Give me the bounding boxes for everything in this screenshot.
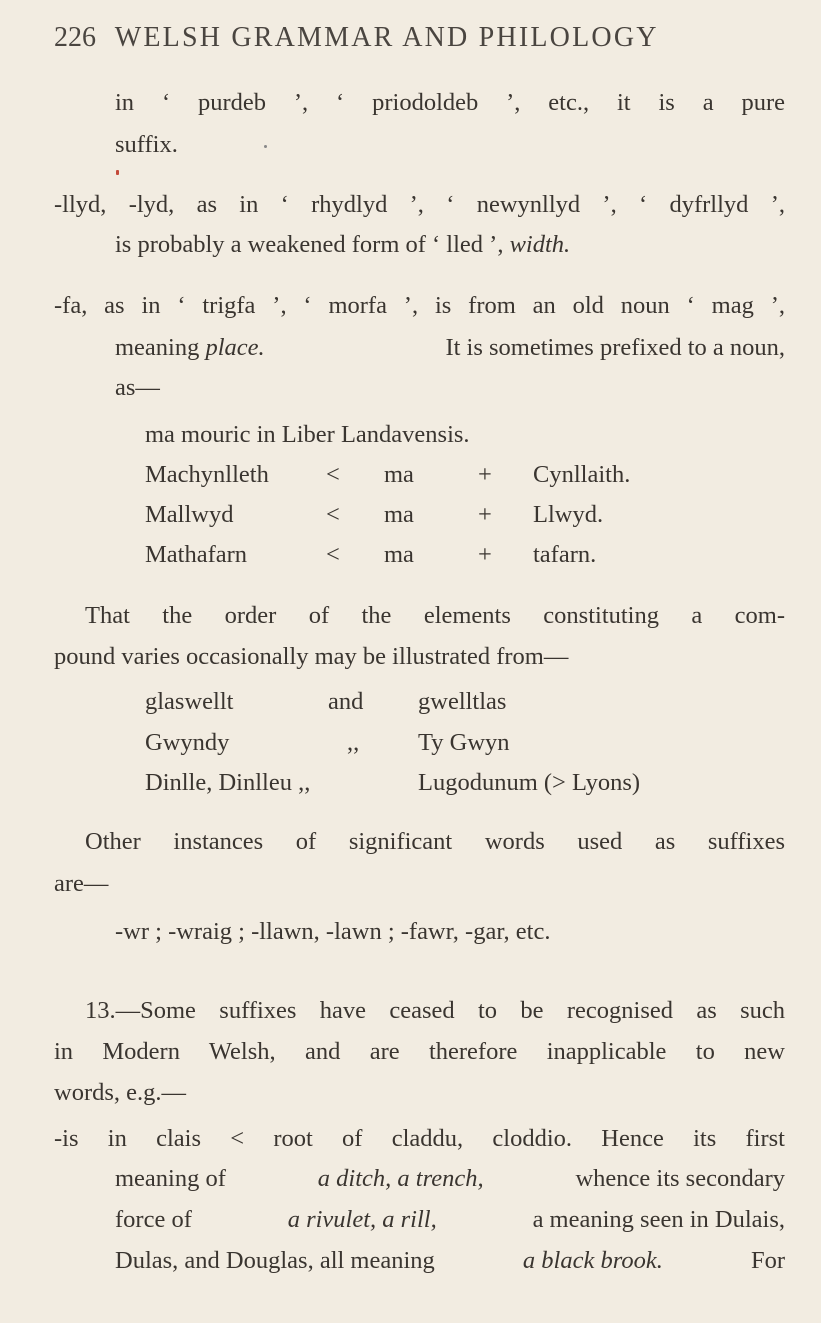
table-cell: < (326, 501, 340, 528)
text-line: Other instances of significant words used as suffixes (85, 828, 785, 855)
italic-gloss: width. (509, 231, 571, 258)
text-span: Dulas, and Douglas, all meaning (115, 1247, 435, 1274)
table-cell: Machynlleth (145, 461, 269, 488)
text-span: meaning (115, 334, 200, 361)
ink-speck (264, 145, 267, 148)
table-cell: Dinlle, Dinlleu ,, (145, 769, 311, 796)
table-cell: Llwyd. (533, 501, 604, 528)
table-cell: tafarn. (533, 541, 597, 568)
text-line (115, 336, 785, 361)
italic-gloss: a black brook. (522, 1247, 663, 1274)
table-cell: Mathafarn (145, 541, 248, 568)
table-cell: + (478, 501, 492, 528)
table-cell: gwelltlas (418, 688, 507, 715)
text-span: whence its secondary (575, 1165, 785, 1192)
table-cell: glaswellt (145, 688, 234, 715)
text-line: are— (54, 870, 109, 897)
table-cell: < (326, 461, 340, 488)
ink-speck (116, 170, 119, 175)
text-line: as— (115, 374, 160, 401)
text-span: is probably a weakened form of ‘ lled ’, (115, 231, 504, 258)
table-cell: < (326, 541, 340, 568)
text-line: -llyd, -lyd, as in ‘ rhydlyd ’, ‘ newynllyd ’, ‘ dyfrllyd ’, (54, 191, 785, 218)
text-line: pound varies occasionally may be illustrated from— (54, 643, 569, 670)
text-line: That the order of the elements constituting a com- (85, 602, 785, 629)
text-line: words, e.g.— (54, 1079, 187, 1106)
running-title: WELSH GRAMMAR AND PHILOLOGY (114, 22, 659, 53)
table-cell: ma (384, 541, 414, 568)
text-line: ma mouric in Liber Landavensis. (145, 421, 470, 448)
text-line: 13.—Some suffixes have ceased to be recognised as such (85, 997, 785, 1024)
text-span: It is sometimes prefixed to a noun, (445, 334, 785, 361)
text-line: suffix. (115, 131, 178, 158)
text-line: -wr ; -wraig ; -llawn, -lawn ; -fawr, -gar, etc. (115, 918, 551, 945)
text-line (115, 233, 570, 258)
text-span: a meaning seen in Dulais, (532, 1206, 785, 1233)
table-cell: + (478, 461, 492, 488)
text-line: in ‘ purdeb ’, ‘ priodoldeb ’, etc., it is a pure (115, 89, 785, 116)
text-span: For (750, 1247, 785, 1274)
text-span: meaning of (115, 1165, 226, 1192)
table-cell: Lugodunum (> Lyons) (418, 769, 641, 796)
table-cell: ,, (347, 729, 360, 756)
table-cell: Ty Gwyn (418, 729, 510, 756)
text-line: in Modern Welsh, and are therefore inapplicable to new (54, 1038, 785, 1065)
table-cell: + (478, 541, 492, 568)
text-line (115, 1208, 785, 1233)
page-number: 226 (54, 22, 96, 53)
italic-gloss: place. (205, 334, 265, 361)
table-cell: Gwyndy (145, 729, 230, 756)
table-cell: ma (384, 501, 414, 528)
running-head (54, 22, 659, 54)
italic-gloss: a rivulet, a rill, (287, 1206, 437, 1233)
text-line (115, 1167, 785, 1192)
text-line: -fa, as in ‘ trigfa ’, ‘ morfa ’, is from an old noun ‘ mag ’, (54, 292, 785, 319)
table-cell: ma (384, 461, 414, 488)
table-cell: Cynllaith. (533, 461, 631, 488)
text-span: force of (115, 1206, 192, 1233)
text-line: -is in clais < root of claddu, cloddio. Hence its first (54, 1125, 785, 1152)
text-line (115, 1249, 785, 1274)
italic-gloss: a ditch, a trench, (317, 1165, 484, 1192)
table-cell: Mallwyd (145, 501, 234, 528)
table-cell: and (328, 688, 364, 715)
